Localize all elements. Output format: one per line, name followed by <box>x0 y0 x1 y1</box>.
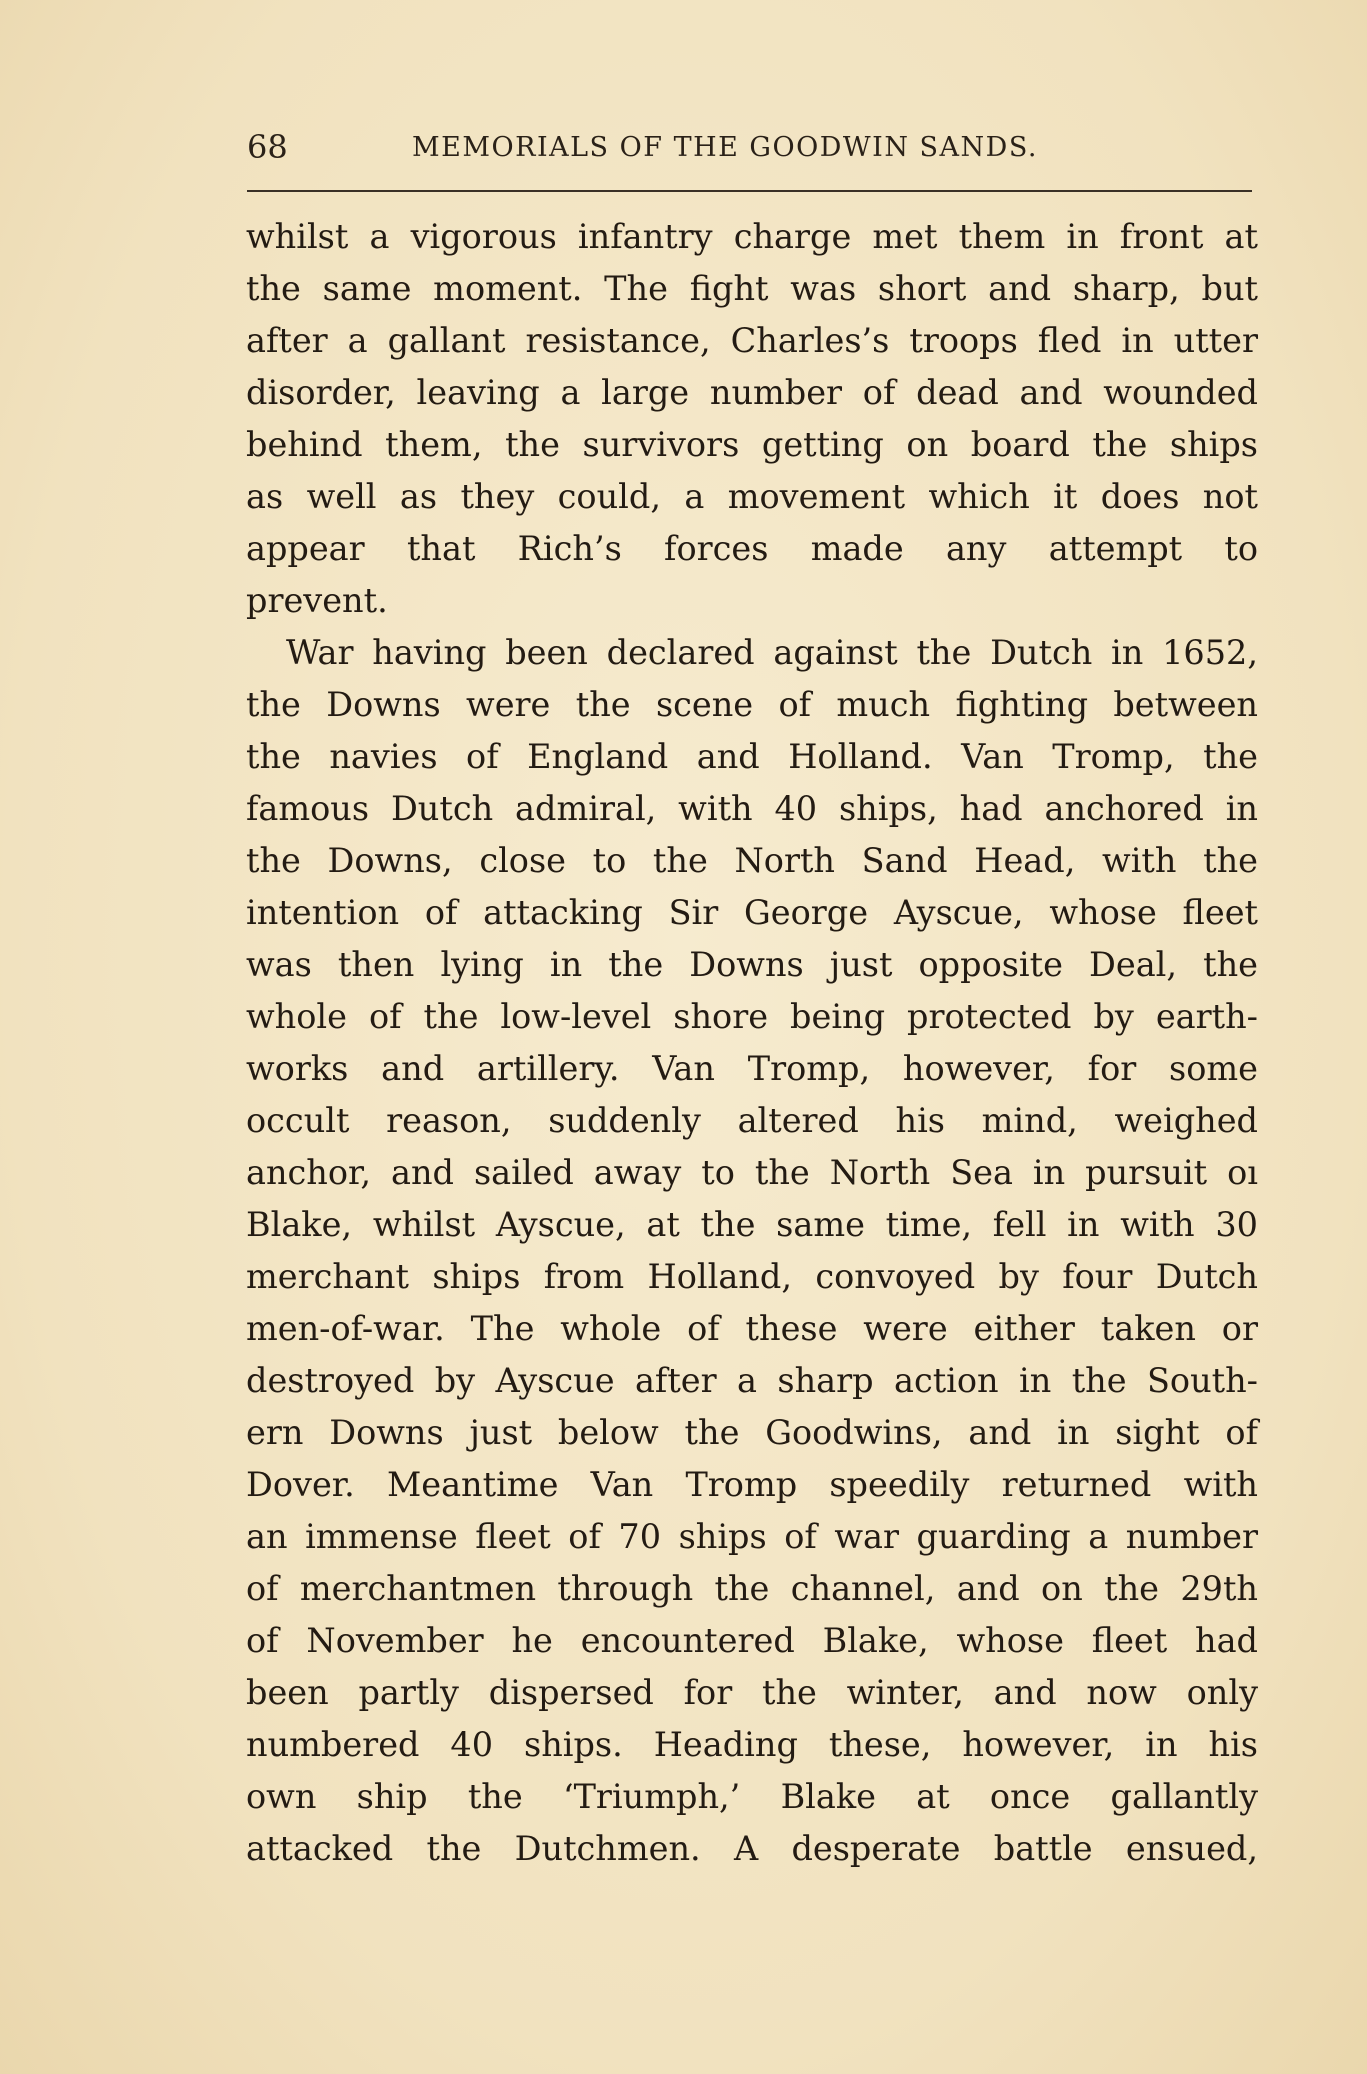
text-line: been partly dispersed for the winter, and now only <box>246 1673 1258 1712</box>
paragraph-2 <box>246 627 1258 1875</box>
header-rule <box>247 190 1252 192</box>
text-line: famous Dutch admiral, with 40 ships, had anchored in <box>246 789 1258 828</box>
text-line: was then lying in the Downs just opposite Deal, the <box>246 945 1258 984</box>
text-line: of merchantmen through the channel, and on the 29th <box>246 1569 1258 1608</box>
body-text <box>246 211 1258 1875</box>
text-line: numbered 40 ships. Heading these, however, in his <box>246 1725 1258 1764</box>
text-line: disorder, leaving a large number of dead and wounded <box>246 373 1258 412</box>
text-line: merchant ships from Holland, convoyed by four Dutch <box>246 1257 1258 1296</box>
text-line: men-of-war. The whole of these were either taken or <box>246 1309 1258 1348</box>
text-line: the same moment. The fight was short and sharp, but <box>246 269 1258 308</box>
text-line: destroyed by Ayscue after a sharp action in the South- <box>246 1361 1258 1400</box>
text-line: the navies of England and Holland. Van Tromp, the <box>246 737 1258 776</box>
text-line: intention of attacking Sir George Ayscue, whose fleet <box>246 893 1258 932</box>
text-line: after a gallant resistance, Charles’s troops fled in utter <box>246 321 1258 360</box>
text-line: the Downs were the scene of much fighting between <box>246 685 1258 724</box>
text-line: occult reason, suddenly altered his mind, weighed <box>246 1101 1258 1140</box>
running-head: MEMORIALS OF THE GOODWIN SANDS. <box>412 132 1038 163</box>
paragraph-1 <box>246 211 1258 627</box>
text-line: attacked the Dutchmen. A desperate battle ensued, <box>246 1829 1258 1868</box>
text-line: appear that Rich’s forces made any attempt to <box>246 529 1258 568</box>
text-line: whilst a vigorous infantry charge met them in front at <box>246 217 1258 256</box>
text-line: War having been declared against the Dutch in 1652, <box>286 633 1258 672</box>
text-line: as well as they could, a movement which it does not <box>246 477 1258 516</box>
text-line: ern Downs just below the Goodwins, and in sight of <box>246 1413 1258 1452</box>
text-line: behind them, the survivors getting on board the ships <box>246 425 1258 464</box>
text-line: Blake, whilst Ayscue, at the same time, fell in with 30 <box>246 1205 1258 1244</box>
text-line: an immense fleet of 70 ships of war guarding a number <box>246 1517 1258 1556</box>
text-line: Dover. Meantime Van Tromp speedily returned with <box>246 1465 1258 1504</box>
text-line: of November he encountered Blake, whose fleet had <box>246 1621 1258 1660</box>
text-line: works and artillery. Van Tromp, however, for some <box>246 1049 1258 1088</box>
text-line: the Downs, close to the North Sand Head, with the <box>246 841 1258 880</box>
text-line: whole of the low-level shore being protected by earth- <box>246 997 1258 1036</box>
text-line: prevent. <box>246 581 388 620</box>
page-header <box>247 128 1252 176</box>
text-line: anchor, and sailed away to the North Sea in pursuit oı <box>246 1153 1258 1192</box>
page-number: 68 <box>247 128 288 166</box>
text-line: own ship the ‘Triumph,’ Blake at once gallantly <box>246 1777 1258 1816</box>
